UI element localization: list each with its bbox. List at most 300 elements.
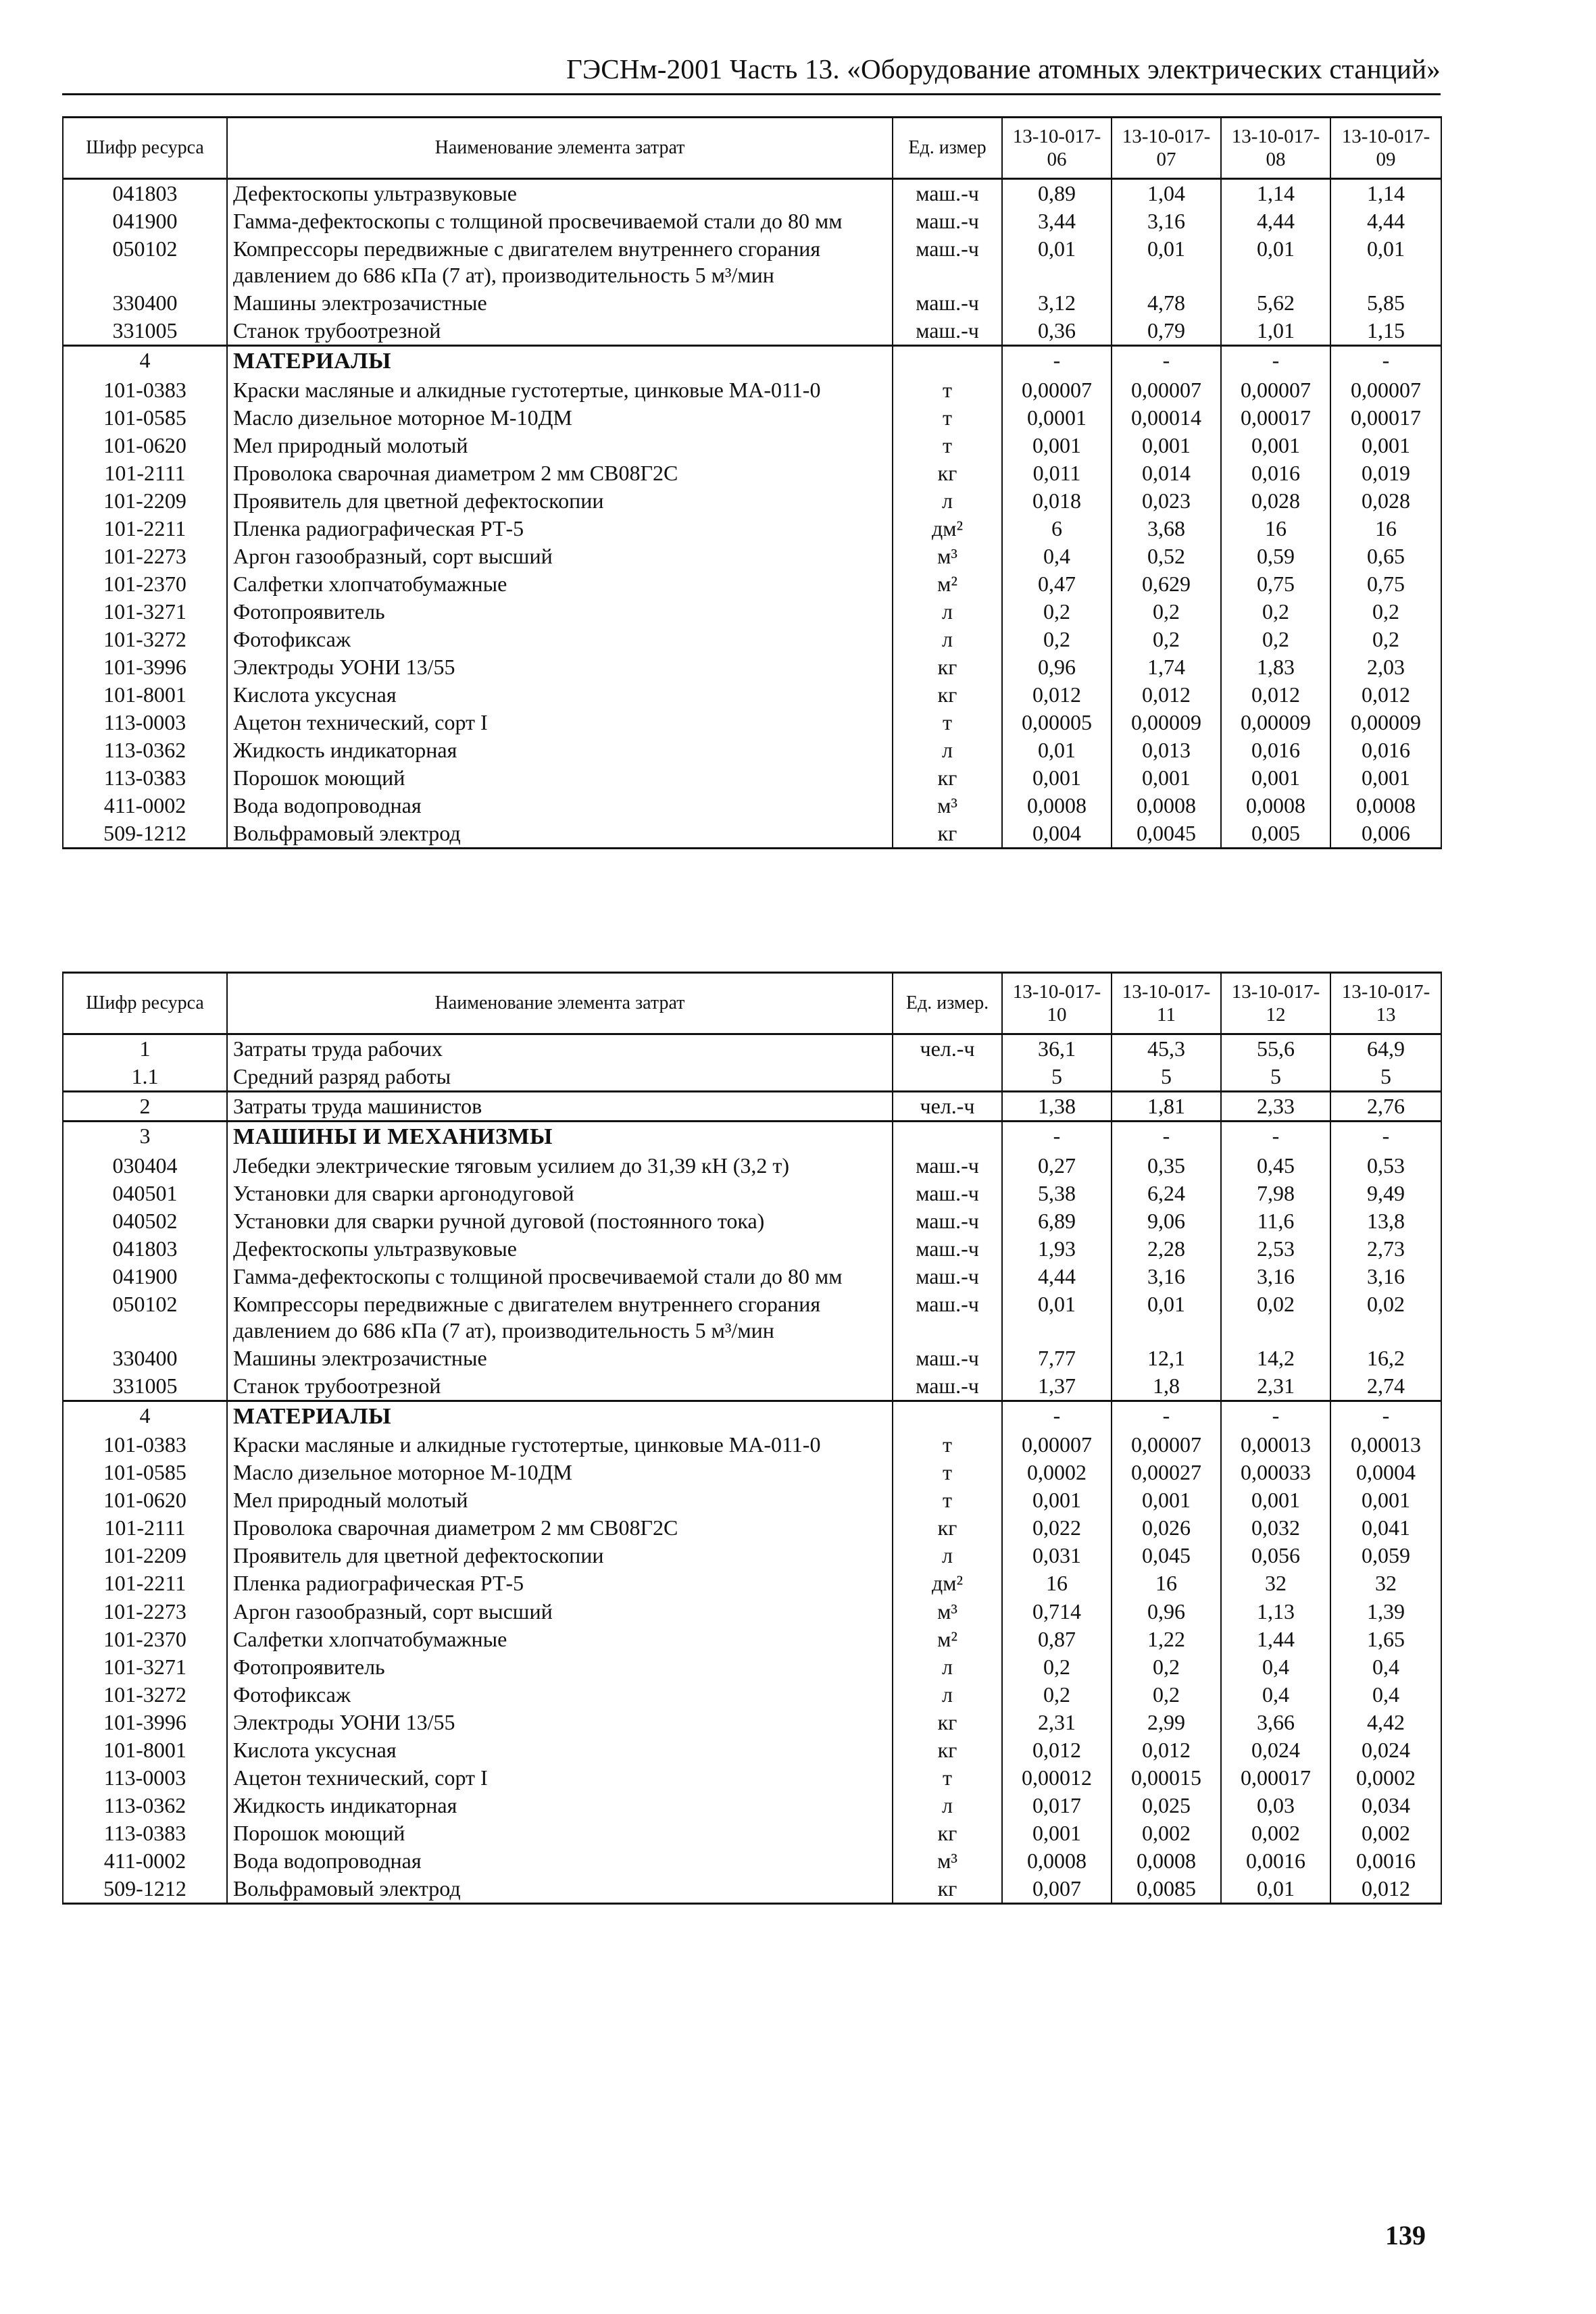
norm-value-cell: 0,4 <box>1002 543 1112 570</box>
resource-code-cell: 101-8001 <box>63 1736 227 1764</box>
table-row <box>63 1180 1441 1207</box>
norm-value-cell: 0,005 <box>1221 820 1330 849</box>
cost-element-name-cell: Вольфрамовый электрод <box>227 1875 893 1904</box>
norm-value-cell: 0,96 <box>1112 1598 1221 1626</box>
resource-code-cell: 040501 <box>63 1180 227 1207</box>
table-row <box>63 1542 1441 1569</box>
resource-table-1 <box>62 116 1442 849</box>
norm-value-cell: 0,023 <box>1112 487 1221 515</box>
header-rate-code: 13-10-017-07 <box>1112 118 1221 179</box>
norm-value-cell: 0,0045 <box>1112 820 1221 849</box>
resource-code-cell: 4 <box>63 1401 227 1431</box>
norm-value-cell: 0,87 <box>1002 1626 1112 1653</box>
table-row <box>63 1847 1441 1875</box>
cost-element-name-cell: Салфетки хлопчатобумажные <box>227 570 893 598</box>
unit-cell: т <box>893 1431 1002 1459</box>
cost-element-name-cell: Компрессоры передвижные с двигателем внутреннего сгорания давлением до 686 кПа (7 ат), производительность 5 м³/мин <box>227 235 893 289</box>
resource-table-2 <box>62 972 1442 1905</box>
norm-value-cell: 1,81 <box>1112 1092 1221 1122</box>
unit-cell: м³ <box>893 1598 1002 1626</box>
table-row <box>63 1709 1441 1736</box>
unit-cell <box>893 1401 1002 1431</box>
cost-element-name-cell: МАТЕРИАЛЫ <box>227 346 893 376</box>
norm-value-cell: 0,031 <box>1002 1542 1112 1569</box>
norm-value-cell: 0,4 <box>1221 1681 1330 1709</box>
norm-value-cell: 0,001 <box>1002 1486 1112 1514</box>
norm-value-cell: 0,0002 <box>1330 1764 1441 1792</box>
norm-value-cell: 0,00007 <box>1112 376 1221 404</box>
table-row <box>63 1514 1441 1542</box>
norm-value-cell: 1,15 <box>1330 317 1441 346</box>
unit-cell: дм² <box>893 515 1002 543</box>
norm-value-cell: - <box>1112 1401 1221 1431</box>
resource-code-cell: 101-2211 <box>63 1569 227 1597</box>
cost-element-name-cell: Масло дизельное моторное М-10ДМ <box>227 404 893 432</box>
norm-value-cell: 4,44 <box>1221 207 1330 235</box>
resource-code-cell: 101-0383 <box>63 1431 227 1459</box>
resource-code-cell: 101-2370 <box>63 1626 227 1653</box>
unit-cell: м² <box>893 570 1002 598</box>
resource-code-cell: 411-0002 <box>63 792 227 820</box>
norm-value-cell: 0,059 <box>1330 1542 1441 1569</box>
unit-cell: маш.-ч <box>893 317 1002 346</box>
table-row <box>63 1626 1441 1653</box>
norm-value-cell: 0,2 <box>1221 598 1330 626</box>
norm-value-cell: 0,012 <box>1330 681 1441 709</box>
table-row <box>63 1792 1441 1819</box>
cost-element-name-cell: Проволока сварочная диаметром 2 мм СВ08Г2С <box>227 459 893 487</box>
norm-value-cell: 0,012 <box>1330 1875 1441 1904</box>
norm-value-cell: - <box>1002 1122 1112 1152</box>
table-row <box>63 1653 1441 1681</box>
unit-cell: маш.-ч <box>893 1152 1002 1180</box>
norm-value-cell: 9,06 <box>1112 1207 1221 1235</box>
resource-code-cell: 101-3272 <box>63 626 227 653</box>
cost-element-name-cell: Мел природный молотый <box>227 1486 893 1514</box>
norm-value-cell: 0,016 <box>1221 736 1330 764</box>
unit-cell: т <box>893 1764 1002 1792</box>
norm-value-cell: 0,45 <box>1221 1152 1330 1180</box>
norm-value-cell: 0,001 <box>1221 432 1330 459</box>
table-row <box>63 432 1441 459</box>
norm-value-cell: 0,001 <box>1112 432 1221 459</box>
norm-value-cell: 0,034 <box>1330 1792 1441 1819</box>
cost-element-name-cell: Краски масляные и алкидные густотертые, цинковые МА-011-0 <box>227 1431 893 1459</box>
table-row <box>63 1681 1441 1709</box>
cost-element-name-cell: Электроды УОНИ 13/55 <box>227 1709 893 1736</box>
unit-cell: маш.-ч <box>893 1235 1002 1263</box>
header-rate-code: 13-10-017-11 <box>1112 973 1221 1034</box>
norm-value-cell: 0,002 <box>1221 1819 1330 1847</box>
table-row <box>63 1263 1441 1290</box>
norm-value-cell: 6,24 <box>1112 1180 1221 1207</box>
norm-value-cell: 0,2 <box>1112 1681 1221 1709</box>
norm-value-cell: 2,28 <box>1112 1235 1221 1263</box>
resource-code-cell: 041900 <box>63 1263 227 1290</box>
norm-value-cell: 55,6 <box>1221 1034 1330 1063</box>
norm-value-cell: 5 <box>1112 1063 1221 1092</box>
cost-element-name-cell: Фотофиксаж <box>227 1681 893 1709</box>
table-row <box>63 709 1441 736</box>
unit-cell <box>893 346 1002 376</box>
norm-value-cell: 13,8 <box>1330 1207 1441 1235</box>
unit-cell: т <box>893 404 1002 432</box>
norm-value-cell: 0,00012 <box>1002 1764 1112 1792</box>
cost-element-name-cell: Салфетки хлопчатобумажные <box>227 1626 893 1653</box>
cost-element-name-cell: Вольфрамовый электрод <box>227 820 893 849</box>
cost-element-name-cell: Затраты труда машинистов <box>227 1092 893 1122</box>
norm-value-cell: 0,629 <box>1112 570 1221 598</box>
norm-value-cell: 1,8 <box>1112 1372 1221 1401</box>
unit-cell: кг <box>893 764 1002 792</box>
header-cost-element-name: Наименование элемента затрат <box>227 973 893 1034</box>
norm-value-cell: 16 <box>1112 1569 1221 1597</box>
norm-value-cell: 0,00033 <box>1221 1459 1330 1486</box>
norm-value-cell: 0,0008 <box>1112 792 1221 820</box>
norm-value-cell: 0,2 <box>1330 598 1441 626</box>
norm-value-cell: 0,016 <box>1221 459 1330 487</box>
table-row <box>63 1372 1441 1401</box>
cost-element-name-cell: Компрессоры передвижные с двигателем внутреннего сгорания давлением до 686 кПа (7 ат), производительность 5 м³/мин <box>227 1290 893 1344</box>
norm-value-cell: 0,01 <box>1002 1290 1112 1344</box>
resource-code-cell: 101-2111 <box>63 1514 227 1542</box>
unit-cell: кг <box>893 1875 1002 1904</box>
norm-value-cell: 0,001 <box>1112 764 1221 792</box>
unit-cell: л <box>893 1653 1002 1681</box>
norm-value-cell: 0,00015 <box>1112 1764 1221 1792</box>
unit-cell: кг <box>893 681 1002 709</box>
cost-element-name-cell: Фотопроявитель <box>227 598 893 626</box>
norm-value-cell: 1,37 <box>1002 1372 1112 1401</box>
table-row <box>63 1875 1441 1904</box>
table-header-row <box>63 973 1441 1034</box>
cost-element-name-cell: Проволока сварочная диаметром 2 мм СВ08Г2С <box>227 1514 893 1542</box>
table-row <box>63 626 1441 653</box>
norm-value-cell: 0,2 <box>1002 626 1112 653</box>
norm-value-cell: 3,16 <box>1221 1263 1330 1290</box>
norm-value-cell: 0,2 <box>1330 626 1441 653</box>
norm-value-cell: 45,3 <box>1112 1034 1221 1063</box>
resource-code-cell: 101-2273 <box>63 543 227 570</box>
resource-code-cell: 101-2111 <box>63 459 227 487</box>
header-cost-element-name: Наименование элемента затрат <box>227 118 893 179</box>
table-row <box>63 1152 1441 1180</box>
cost-element-name-cell: Ацетон технический, сорт I <box>227 1764 893 1792</box>
norm-value-cell: 0,0002 <box>1002 1459 1112 1486</box>
cost-element-name-cell: Кислота уксусная <box>227 681 893 709</box>
unit-cell: м³ <box>893 543 1002 570</box>
norm-value-cell: 0,01 <box>1112 235 1221 289</box>
unit-cell: л <box>893 487 1002 515</box>
norm-value-cell: 0,00007 <box>1330 376 1441 404</box>
norm-value-cell: 0,001 <box>1002 764 1112 792</box>
resource-code-cell: 113-0362 <box>63 736 227 764</box>
norm-value-cell: 3,16 <box>1330 1263 1441 1290</box>
table-row <box>63 681 1441 709</box>
resource-code-cell: 509-1212 <box>63 1875 227 1904</box>
table-row <box>63 1207 1441 1235</box>
norm-value-cell: 4,44 <box>1002 1263 1112 1290</box>
norm-value-cell: 0,056 <box>1221 1542 1330 1569</box>
norm-value-cell: 0,01 <box>1112 1290 1221 1344</box>
resource-code-cell: 331005 <box>63 317 227 346</box>
norm-value-cell: 0,01 <box>1221 235 1330 289</box>
norm-value-cell: 0,014 <box>1112 459 1221 487</box>
unit-cell: т <box>893 432 1002 459</box>
norm-value-cell: 0,0008 <box>1002 1847 1112 1875</box>
norm-value-cell: 0,011 <box>1002 459 1112 487</box>
resource-code-cell: 101-2273 <box>63 1598 227 1626</box>
norm-value-cell: 0,0008 <box>1112 1847 1221 1875</box>
resource-code-cell: 411-0002 <box>63 1847 227 1875</box>
norm-value-cell: - <box>1112 1122 1221 1152</box>
resource-code-cell: 113-0362 <box>63 1792 227 1819</box>
norm-value-cell: 2,31 <box>1221 1372 1330 1401</box>
cost-element-name-cell: Станок трубоотрезной <box>227 317 893 346</box>
norm-value-cell: 0,002 <box>1330 1819 1441 1847</box>
unit-cell: маш.-ч <box>893 207 1002 235</box>
unit-cell: т <box>893 1486 1002 1514</box>
norm-value-cell: 1,65 <box>1330 1626 1441 1653</box>
norm-value-cell: 0,01 <box>1221 1875 1330 1904</box>
norm-value-cell: 7,77 <box>1002 1344 1112 1372</box>
norm-value-cell: 2,76 <box>1330 1092 1441 1122</box>
cost-element-name-cell: Вода водопроводная <box>227 792 893 820</box>
table-row <box>63 1459 1441 1486</box>
norm-value-cell: 5 <box>1330 1063 1441 1092</box>
norm-value-cell: 2,53 <box>1221 1235 1330 1263</box>
unit-cell <box>893 1122 1002 1152</box>
norm-value-cell: 0,02 <box>1221 1290 1330 1344</box>
unit-cell: кг <box>893 1819 1002 1847</box>
cost-element-name-cell: Машины электрозачистные <box>227 1344 893 1372</box>
norm-value-cell: 0,00014 <box>1112 404 1221 432</box>
unit-cell: л <box>893 736 1002 764</box>
norm-value-cell: 0,026 <box>1112 1514 1221 1542</box>
norm-value-cell: 5 <box>1221 1063 1330 1092</box>
cost-element-name-cell: Станок трубоотрезной <box>227 1372 893 1401</box>
norm-value-cell: 0,007 <box>1002 1875 1112 1904</box>
norm-value-cell: 0,2 <box>1002 598 1112 626</box>
norm-value-cell: 0,00027 <box>1112 1459 1221 1486</box>
norm-value-cell: 32 <box>1221 1569 1330 1597</box>
unit-cell: кг <box>893 820 1002 849</box>
cost-element-name-cell: Аргон газообразный, сорт высший <box>227 543 893 570</box>
table-row <box>63 179 1441 208</box>
cost-element-name-cell: Краски масляные и алкидные густотертые, цинковые МА-011-0 <box>227 376 893 404</box>
norm-value-cell: 0,0008 <box>1330 792 1441 820</box>
resource-code-cell: 2 <box>63 1092 227 1122</box>
norm-value-cell: 1,44 <box>1221 1626 1330 1653</box>
header-rate-code: 13-10-017-09 <box>1330 118 1441 179</box>
norm-value-cell: 0,0008 <box>1002 792 1112 820</box>
table-row <box>63 207 1441 235</box>
norm-value-cell: 0,01 <box>1002 235 1112 289</box>
unit-cell: маш.-ч <box>893 235 1002 289</box>
unit-cell: дм² <box>893 1569 1002 1597</box>
cost-element-name-cell: Пленка радиографическая РТ-5 <box>227 515 893 543</box>
unit-cell: маш.-ч <box>893 289 1002 317</box>
norm-value-cell: 3,16 <box>1112 1263 1221 1290</box>
header-rate-code: 13-10-017-12 <box>1221 973 1330 1034</box>
norm-value-cell: 3,12 <box>1002 289 1112 317</box>
norm-value-cell: 0,01 <box>1002 736 1112 764</box>
norm-value-cell: 3,16 <box>1112 207 1221 235</box>
table-row <box>63 792 1441 820</box>
table-row <box>63 1235 1441 1263</box>
resource-code-cell: 330400 <box>63 289 227 317</box>
norm-value-cell: 0,79 <box>1112 317 1221 346</box>
norm-value-cell: 0,00007 <box>1002 1431 1112 1459</box>
unit-cell <box>893 1063 1002 1092</box>
header-rule <box>62 93 1441 95</box>
norm-value-cell: 0,00013 <box>1330 1431 1441 1459</box>
resource-code-cell: 331005 <box>63 1372 227 1401</box>
norm-value-cell: 1,93 <box>1002 1235 1112 1263</box>
norm-value-cell: 0,00009 <box>1112 709 1221 736</box>
unit-cell: л <box>893 598 1002 626</box>
norm-value-cell: 16 <box>1330 515 1441 543</box>
norm-value-cell: 0,006 <box>1330 820 1441 849</box>
table-row <box>63 515 1441 543</box>
norm-value-cell: 4,78 <box>1112 289 1221 317</box>
norm-value-cell: 3,66 <box>1221 1709 1330 1736</box>
header-rate-code: 13-10-017-08 <box>1221 118 1330 179</box>
cost-element-name-cell: Дефектоскопы ультразвуковые <box>227 1235 893 1263</box>
norm-value-cell: 0,4 <box>1221 1653 1330 1681</box>
cost-element-name-cell: Фотофиксаж <box>227 626 893 653</box>
norm-value-cell: 0,001 <box>1002 1819 1112 1847</box>
unit-cell: маш.-ч <box>893 1372 1002 1401</box>
unit-cell: кг <box>893 1514 1002 1542</box>
resource-code-cell: 330400 <box>63 1344 227 1372</box>
table-row <box>63 317 1441 346</box>
norm-value-cell: 0,001 <box>1221 764 1330 792</box>
table-row <box>63 736 1441 764</box>
norm-value-cell: 4,42 <box>1330 1709 1441 1736</box>
cost-element-name-cell: МАТЕРИАЛЫ <box>227 1401 893 1431</box>
unit-cell: кг <box>893 1709 1002 1736</box>
norm-value-cell: 0,032 <box>1221 1514 1330 1542</box>
resource-code-cell: 050102 <box>63 235 227 289</box>
table-row <box>63 1598 1441 1626</box>
resource-code-cell: 113-0383 <box>63 764 227 792</box>
norm-value-cell: 0,00017 <box>1221 1764 1330 1792</box>
table-row <box>63 404 1441 432</box>
norm-value-cell: 0,024 <box>1330 1736 1441 1764</box>
resource-code-cell: 113-0003 <box>63 709 227 736</box>
norm-value-cell: 3,44 <box>1002 207 1112 235</box>
norm-value-cell: 5,38 <box>1002 1180 1112 1207</box>
cost-element-name-cell: Порошок моющий <box>227 1819 893 1847</box>
unit-cell: м² <box>893 1626 1002 1653</box>
norm-value-cell: 1,39 <box>1330 1598 1441 1626</box>
resource-code-cell: 101-2209 <box>63 1542 227 1569</box>
norm-value-cell: 0,00005 <box>1002 709 1112 736</box>
norm-value-cell: - <box>1330 1401 1441 1431</box>
table-row <box>63 820 1441 849</box>
resource-code-cell: 101-0585 <box>63 404 227 432</box>
norm-value-cell: 0,4 <box>1330 1681 1441 1709</box>
table-row <box>63 376 1441 404</box>
resource-code-cell: 101-2209 <box>63 487 227 515</box>
norm-value-cell: 1,14 <box>1330 179 1441 208</box>
norm-value-cell: 0,0004 <box>1330 1459 1441 1486</box>
norm-value-cell: 16 <box>1221 515 1330 543</box>
cost-element-name-cell: Затраты труда рабочих <box>227 1034 893 1063</box>
cost-element-name-cell: Ацетон технический, сорт I <box>227 709 893 736</box>
table-row <box>63 1736 1441 1764</box>
resource-code-cell: 3 <box>63 1122 227 1152</box>
section-heading-row <box>63 1122 1441 1152</box>
cost-element-name-cell: Пленка радиографическая РТ-5 <box>227 1569 893 1597</box>
unit-cell: маш.-ч <box>893 1290 1002 1344</box>
norm-value-cell: 0,028 <box>1330 487 1441 515</box>
unit-cell: кг <box>893 1736 1002 1764</box>
norm-value-cell: 0,75 <box>1330 570 1441 598</box>
norm-value-cell: 9,49 <box>1330 1180 1441 1207</box>
unit-cell: л <box>893 1792 1002 1819</box>
resource-code-cell: 101-3271 <box>63 1653 227 1681</box>
unit-cell: т <box>893 1459 1002 1486</box>
norm-value-cell: 1,38 <box>1002 1092 1112 1122</box>
norm-value-cell: 0,001 <box>1330 764 1441 792</box>
norm-value-cell: 2,31 <box>1002 1709 1112 1736</box>
norm-value-cell: 1,01 <box>1221 317 1330 346</box>
norm-value-cell: 11,6 <box>1221 1207 1330 1235</box>
norm-value-cell: - <box>1221 346 1330 376</box>
table-row <box>63 543 1441 570</box>
cost-element-name-cell: Электроды УОНИ 13/55 <box>227 653 893 681</box>
norm-value-cell: 16,2 <box>1330 1344 1441 1372</box>
norm-value-cell: 0,36 <box>1002 317 1112 346</box>
cost-element-name-cell: Проявитель для цветной дефектоскопии <box>227 487 893 515</box>
norm-value-cell: 2,03 <box>1330 653 1441 681</box>
norm-value-cell: 1,22 <box>1112 1626 1221 1653</box>
resource-code-cell: 101-2211 <box>63 515 227 543</box>
norm-value-cell: 0,03 <box>1221 1792 1330 1819</box>
norm-value-cell: 0,025 <box>1112 1792 1221 1819</box>
norm-value-cell: 12,1 <box>1112 1344 1221 1372</box>
norm-value-cell: 0,35 <box>1112 1152 1221 1180</box>
table-row <box>63 1034 1441 1063</box>
norm-value-cell: 7,98 <box>1221 1180 1330 1207</box>
norm-value-cell: 0,018 <box>1002 487 1112 515</box>
norm-value-cell: 1,04 <box>1112 179 1221 208</box>
norm-value-cell: 0,75 <box>1221 570 1330 598</box>
norm-value-cell: 32 <box>1330 1569 1441 1597</box>
resource-code-cell: 101-2370 <box>63 570 227 598</box>
norm-value-cell: 2,33 <box>1221 1092 1330 1122</box>
norm-value-cell: 0,01 <box>1330 235 1441 289</box>
resource-code-cell: 030404 <box>63 1152 227 1180</box>
table-row <box>63 1486 1441 1514</box>
norm-value-cell: 0,27 <box>1002 1152 1112 1180</box>
norm-value-cell: 0,041 <box>1330 1514 1441 1542</box>
unit-cell: л <box>893 1542 1002 1569</box>
norm-value-cell: - <box>1330 1122 1441 1152</box>
norm-value-cell: 0,52 <box>1112 543 1221 570</box>
table-row <box>63 289 1441 317</box>
table-row <box>63 1569 1441 1597</box>
unit-cell: т <box>893 376 1002 404</box>
resource-code-cell: 101-0585 <box>63 1459 227 1486</box>
unit-cell: м³ <box>893 792 1002 820</box>
table-row <box>63 653 1441 681</box>
resource-code-cell: 113-0383 <box>63 1819 227 1847</box>
page-number: 139 <box>1385 2220 1426 2250</box>
norm-value-cell: 0,002 <box>1112 1819 1221 1847</box>
